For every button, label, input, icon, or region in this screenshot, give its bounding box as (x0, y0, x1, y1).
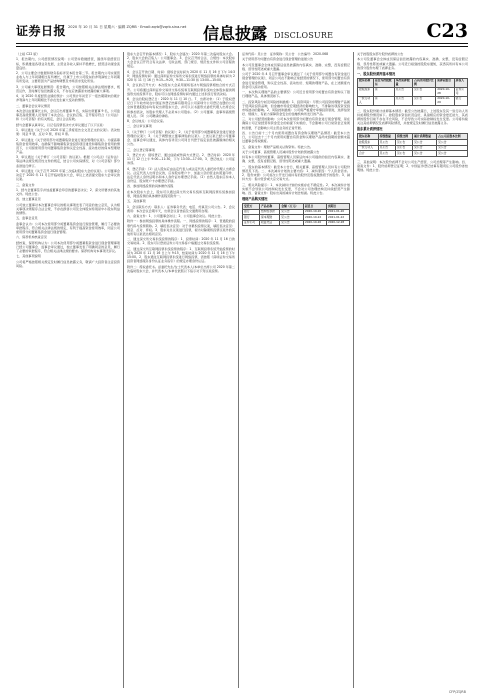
paragraph: 本公司及董事会全体成员保证信息披露的内容真实、准确、完整，没有虚假记载、误导性陈述或重大遗漏。公司近日接到控股股东通知，获悉其所持有本公司的部分股份办理了质押业务。 (357, 57, 468, 70)
table-cell: 见公告 (280, 215, 304, 221)
paragraph: 五、备查文件：理财产品相关认购资料。特此公告。 (242, 144, 314, 149)
table-cell: 见公告 (437, 145, 468, 151)
table-cell: 见公告 (378, 145, 395, 151)
table-header-cell: 本次质押数量 (394, 78, 412, 87)
table-cell: 见公告 (413, 140, 437, 146)
table-cell: 一致行动人 (358, 145, 379, 151)
table-header-cell: 产品名称 (259, 204, 279, 210)
masthead (0, 0, 484, 48)
paragraph: 4、审议通过《关于召开 2020 年第二次临时股东大会的议案》。公司董事会决定于 2020 年 11 月召开临时股东大会，审议上述需提交股东大会审议的议案。 (16, 168, 120, 182)
paragraph: 三、对公司经营的影响：公司本次使用部分闲置自有资金进行现金管理，是在确保公司正常经营和资金安全的前提下实施的，不会影响公司日常资金正常周转需要，不会影响公司主营业务的正常开展。 (242, 117, 350, 130)
table-cell: 见公告 (395, 140, 412, 146)
column-text (357, 109, 468, 126)
table-header-cell: 持股数量 (378, 134, 395, 140)
paragraph: 6、会议的股权登记日：2020 年 11 月 10 日。7、出席对象：（1）于股权登记日下午收市时在中国证券登记结算有限责任公司深圳分公司登记在册的公司全体普通股股东均有权出席股东大会，并可以以书面形式委托代理人出席会议和参加表决，该股东代理人不必是本公司股东。（2）公司董事、监事和高级管理人员。（3）公司聘请的律师。 (127, 97, 235, 118)
paragraph: 4、对 2020 年度经营业绩的预计：公司预计年初至下一报告期期末的累计净利润与上年同期相比不存在发生重大变动的情形。 (16, 94, 120, 103)
paragraph: 证券代码：见公告 证券简称：见公告 公告编号：2020-068 (242, 52, 329, 56)
paragraph: 2、审议通过《关于使用部分闲置募集资金进行现金管理的议案》。为提高募集资金使用效率，在确保不影响募集资金投资项目建设和募集资金使用的情况下，公司拟使用部分闲置募集资金购买安全性高、流动性好的保本型理财产品。 (16, 137, 120, 154)
paragraph: 1、经与会董事签字并加盖董事会印章的董事会决议；2、深交所要求的其他文件。特此公告。 (16, 187, 120, 197)
column-divider (123, 52, 124, 688)
table-caption: 理财产品购买情况 (242, 197, 268, 202)
paragraph: 经核查，保荐机构认为：公司本次使用部分闲置募集资金进行现金管理事项已经公司董事会、监事会审议通过，独立董事发表了明确同意的意见，履行了必要的审批程序，符合相关法律法规的要求。保荐机构对本事项无异议。 (16, 240, 120, 254)
paragraph: 1、审议通过《关于公司 2020 年第三季度报告全文及正文的议案》。表决结果：同意 9 票，反对 0 票，弃权 0 票。 (16, 128, 120, 137)
table-cell: 见公告 (395, 145, 412, 151)
paragraph: 在本次股东大会上，股东可以通过深交所交易系统和互联网投票系统参加投票，网络投票的具体操作流程见附件一。 (127, 189, 235, 198)
table-cell: 保本理财 (259, 215, 279, 221)
table-cell: 控股股东 (358, 87, 374, 96)
table-cell: 银行 (454, 96, 467, 105)
table-cell: 合计 (358, 151, 379, 157)
paragraph: 三、通过深交所互联网投票系统投票的程序：1、互联网投票系统开始投票的时间为 2020 年 11 月 16 日上午 9:15，结束时间为 2020 年 11 月 16 日下午 15:00。2、股东通过互联网投票系统进行网络投票，需按照《深圳证券交易所投资者网络服务身份认证业务指引》的规定办理身份认证。 (127, 246, 235, 264)
paragraph: 监事会认为：公司本次使用部分闲置募集资金进行现金管理，履行了必要的审批程序，符合相关法律法规的规定，有利于提高资金使用效率，同意公司使用部分闲置募集资金进行现金管理。 (16, 221, 120, 235)
paragraph: 3、公司重大事项进展情况：报告期内，公司按照相关法律法规的要求，规范运作，及时履行信息披露义务，不存在应披露而未披露的重大事项。 (16, 84, 120, 93)
column-4 (357, 52, 468, 688)
paragraph: 股东大会召开的基本情况：1、股东大会届次：2020 年第二次临时股东大会。2、股东大会的召集人：公司董事会。3、会议召开的合法、合规性：本次股东大会会议召开符合有关法律、行政法规、部门规章、规范性文件和公司章程的规定。 (127, 52, 235, 69)
paragraph: 持有本公司股份的董事、高级管理人员保证向本公司提供的信息内容真实、准确、完整，没有虚假记载、误导性陈述或重大遗漏。 (242, 155, 350, 164)
table-cell: 是 (373, 96, 394, 105)
column-divider (353, 52, 354, 688)
table-header-cell: 质权人 (454, 78, 467, 87)
table-header-row (358, 78, 468, 87)
paragraph: 七、其他事项说明 (16, 254, 41, 259)
paragraph: 1、会议联系方式：联系人：证券事务代表；电话、传真见公司公告。2、会议费用：本次会议会期半天，出席会议者食宿及交通费用自理。 (127, 204, 235, 213)
column-3 (242, 52, 350, 688)
paragraph: 关于使用部分闲置自有资金进行现金管理的进展公告 (242, 57, 314, 62)
paragraph: 公司将严格按照相关规定及时履行信息披露义务，敬请广大投资者注意投资风险。 (16, 259, 120, 268)
table-row (358, 151, 468, 157)
table-cell: 一致行动人 (358, 96, 374, 105)
table-header-cell: 受托方 (243, 204, 260, 210)
issue-info: 2020 年 10 月 31 日 星期六 · 编辑 ZQRB · Email:zqrb@zqrb.sina.net (68, 25, 187, 29)
column-2 (127, 52, 235, 688)
footer-mark: CFP/ZQRB (448, 690, 466, 694)
paragraph: 经与会董事认真审议，以记名投票表决方式审议通过了以下议案： (16, 122, 106, 127)
table-cell: 2020-10-20 (303, 209, 326, 215)
paragraph: 关于公司董事、高级管理人员减持股份计划的预披露公告 (242, 149, 320, 154)
paragraph: 关于控股股东部分股份质押的公告 (357, 52, 404, 56)
table-cell: 见公告 (412, 87, 435, 96)
paragraph: 本次会议由董事长主持，会议应出席董事 9 名，实际出席董事 9 名，公司监事及高级管理人员列席了本次会议。会议的召集、召开程序符合《公司法》和《公司章程》的有关规定，会议合法有效。 (16, 109, 120, 122)
paragraph: 本公司及董事会全体成员保证信息披露的内容真实、准确、完整，没有虚假记载、误导性陈述或重大遗漏。 (242, 62, 350, 71)
paragraph: 一、股东的基本情况：截至本公告日，相关董事、高级管理人员持有公司股份情况见下表。二、本次减持计划的主要内容：1、减持原因：个人资金需求。2、股份来源：公司首次公开发行前持有的股份及股权激励授予的股份。3、减持方式：集中竞价或大宗交易方式。 (242, 164, 350, 182)
table-cell: 见公告 (412, 96, 435, 105)
newspaper-logo: 证券日报 (16, 24, 67, 38)
table-cell: 见公告 (394, 87, 412, 96)
paragraph: 1、登记方式：现场登记、通过信函或传真方式登记。2、登记时间：2020 年 11 月 12 日上午 9:00—11:30，下午 13:30—17:00。3、登记地点：公司证券部。 (127, 152, 235, 166)
table-header-cell: 占其所持股份比例 (412, 78, 435, 87)
column-text (16, 52, 120, 268)
pledge-table (357, 78, 468, 106)
paragraph: 四、参加网络投票的具体操作流程 (127, 184, 174, 189)
table-cell: 银行 (243, 215, 260, 221)
paragraph: 4、会议召开的日期、时间：现场会议时间为 2020 年 11 月 16 日下午 14:30；网络投票时间：通过深圳证券交易所交易系统进行网络投票的具体时间为 2020 年 11 月 16 日 9:15—9:25，9:30—11:30 和 13:00—15:00。 (127, 69, 235, 83)
table-cell: 是 (373, 87, 394, 96)
table-wrap (242, 197, 350, 226)
table-cell: 见公告 (378, 151, 395, 157)
paragraph: 8、会议地点：公司会议室。 (127, 119, 167, 124)
paragraph: 4、登记手续：（1）法人股东应由法定代表人或法定代表人委托的代理人出席会议。法定代表人出席会议的，应持股东账户卡、加盖公章的营业执照复印件、法定代表人身份证明书和本人身份证办理登记手续。（2）自然人股东应持本人身份证、股东账户卡办理登记手续。 (127, 166, 235, 184)
table-cell: 见公告 (413, 151, 437, 157)
paragraph: 1、报告期内，公司经营情况说明：公司坚持稳健经营，围绕年度经营目标，积极推进各项业务发展，主营业务收入保持平稳增长，经营活动现金流量良好。 (16, 57, 120, 70)
table-header-cell: 金额（万元） (280, 204, 304, 210)
paragraph: 五、监事会意见 (16, 216, 38, 221)
paragraph: 三、其他说明：本次股份质押不会对公司生产经营、公司治理等产生影响。四、备查文件：1、股份质押登记证明；2、中国证券登记结算有限责任公司股份冻结明细。特此公告。 (357, 159, 468, 173)
cumulative-pledge-table (357, 133, 468, 156)
header-rule-thin (16, 46, 468, 47)
paragraph: 三、相关风险提示：1、本次减持计划的实施存在不确定性。2、本次减持计划实施不会导致公司控制权发生变更，不会对公司治理结构及持续经营产生影响。四、备查文件：股东出具的减持计划告知函。特此公告。 (242, 182, 350, 195)
table-caption: 一、股东股份质押基本情况 (357, 71, 396, 76)
table-cell: 见公告 (437, 140, 468, 146)
column-text (357, 160, 468, 172)
table-cell: 2020-10-29 (436, 96, 454, 105)
paragraph: 二、通过深交所交易系统投票的程序：1、投票时间：2020 年 11 月 16 日的交易时间。2、股东可以登录证券公司交易客户端通过交易系统投票。 (127, 237, 235, 246)
table-cell: 2021-01-20 (326, 209, 349, 215)
table-cell: 2020-10-28 (436, 87, 454, 96)
table-header-cell: 股东名称 (358, 78, 374, 87)
paragraph: 六、保荐机构核查意见 (16, 235, 47, 240)
table-cell: 见公告 (378, 140, 395, 146)
paragraph: 5、会议的召开方式：本次股东大会采用现场表决与网络投票相结合的方式召开。公司将通过深圳证券交易所交易系统和互联网投票系统向全体股东提供网络形式的投票平台，股东可以在网络投票时间内通过上述系统行使表决权。 (127, 83, 235, 96)
table-cell: 结构性存款 (259, 209, 279, 215)
table-cell: 见公告 (437, 151, 468, 157)
paragraph: 公司独立董事对本次董事会审议的相关事项发表了同意的独立意见，认为相关事项决策程序合法合规，不存在损害公司及全体股东特别是中小股东利益的情形。 (16, 202, 120, 216)
paragraph: 一、本次购买理财产品的主要情况：公司近日使用部分闲置自有资金购买了银行理财产品，具体情况如下。 (242, 90, 350, 99)
paragraph: 3、审议通过《关于修订〈公司章程〉的议案》。根据《公司法》《证券法》等法律法规及规范性文件的规定，结合公司实际情况，对《公司章程》部分条款进行修订。 (16, 155, 120, 168)
paragraph: 三、会议登记等事项 (127, 147, 155, 152)
table-header-cell: 累计质押数量 (413, 134, 437, 140)
section-title: 信息披露 (203, 24, 268, 43)
table-header-cell: 股东名称 (358, 134, 379, 140)
table-cell: 见公告 (394, 96, 412, 105)
paragraph: 六、备查文件：1、公司董事会决议；2、公司监事会决议。特此公告。 (127, 214, 224, 219)
paragraph: 二、股东股份累计质押基本情况：截至公告披露日，上述股东及其一致行动人所持质押股份情况如下。控股股东资信状况良好，具备相应的资金偿还能力，其质押的股份目前不存在平仓风险，不会导致公司实际控制权发生变更。公司将持续关注其质押情况及质押风险情况，并按规定及时履行信息披露义务。 (357, 108, 468, 126)
wealth-product-table (242, 203, 350, 226)
table-cell: 2020-10-26 (303, 220, 326, 226)
table-cell: 证券公司 (243, 220, 260, 226)
column-text (127, 52, 235, 273)
table-header-cell: 占公司总股本比例 (437, 134, 468, 140)
table-header-cell: 质押起始日 (436, 78, 454, 87)
table-cell: 见公告 (413, 145, 437, 151)
page-number: C23 (426, 20, 468, 42)
paragraph: 附件二：授权委托书。兹委托先生/女士代表本人/本单位出席公司 2020 年第二次临时股东大会，并代表本人/本单位依照以下指示对下列议案投票。 (127, 264, 235, 273)
table-cell: 2020-10-22 (303, 215, 326, 221)
column-1 (16, 52, 120, 688)
paragraph: 四、独立董事意见 (16, 197, 41, 202)
paragraph: 1、《关于修订〈公司章程〉的议案》；2、《关于使用部分闲置募集资金进行现金管理的议案》；3、《关于调整独立董事津贴的议案》。上述议案已经公司董事会、监事会审议通过，具体内容详见公司同日刊登于指定信息披露媒体的相关公告。 (127, 129, 235, 147)
paragraph: 二、会议审议事项 (127, 124, 152, 129)
header-rule (16, 43, 468, 44)
paragraph: 五、其他事项 (127, 199, 146, 204)
section-subtitle: DISCLOSURE (274, 31, 334, 40)
table-cell: 2020-12-28 (326, 220, 349, 226)
table-cell: 收益凭证 (259, 220, 279, 226)
column-text (357, 52, 468, 70)
paragraph: 附件一：参加网络投票的具体操作流程。一、网络投票的程序：1、普通股的投票代码与投票简称。2、填报表决意见：对于非累积投票议案，填报表决意见：同意、反对、弃权。3、股东对总议案进行投票，视为对除累积投票议案外的其他所有议案表达相同意见。 (127, 219, 235, 236)
table-cell: 银行 (243, 209, 260, 215)
paragraph: （上接 C22 版） (16, 52, 40, 56)
table-header-cell: 到期日 (326, 204, 349, 210)
paragraph: 二、董事会会议审议情况 (16, 103, 51, 108)
paragraph: 四、公告日前十二个月内使用闲置自有资金购买理财产品情况：截至本公告日，公司过去十二个月内使用闲置自有资金购买理财产品尚未到期的金额未超过董事会授权额度。 (242, 130, 350, 144)
column-text (242, 52, 350, 195)
table-header-cell: 持股比例 (395, 134, 412, 140)
column-divider (238, 52, 239, 688)
table-caption: 股东累计质押情况 (357, 127, 383, 132)
table-cell: 见公告 (280, 220, 304, 226)
table-row (243, 220, 350, 226)
paragraph: 2、公司主要会计数据和财务指标详见本报告第二节。报告期内公司实现营业收入与上年同期相比有所增长，归属于上市公司股东的净利润较上年同期有所变动，主要原因为产品结构调整及市场需求变化所致。 (16, 71, 120, 84)
paragraph: 二、投资风险分析及风险控制措施：1、投资风险：尽管公司投资的理财产品属于低风险投资品种，但金融市场受宏观经济的影响较大，不排除该项投资受到市场波动的影响。2、风险控制措施：公司将严格遵守审慎投资原则，选择信誉好、规模大、有能力保障资金安全的金融机构所发行的产品。 (242, 99, 350, 116)
paragraph: 公司于 2020 年 4 月召开董事会审议通过了《关于使用部分闲置自有资金进行现金管理的议案》，同意公司在不影响正常经营的情况下，使用部分闲置自有资金进行现金管理，购买安全性高、流动性好、短期的理财产品，在上述额度内资金可以滚动使用。 (242, 72, 350, 89)
table-cell: 2021-01-22 (326, 215, 349, 221)
table-cell: 证券公司 (454, 87, 467, 96)
table-cell: 见公告 (395, 151, 412, 157)
table-header-cell: 起息日 (303, 204, 326, 210)
paragraph: 三、备查文件 (16, 182, 35, 187)
table-cell: 控股股东 (358, 140, 379, 146)
table-row (358, 87, 468, 96)
table-cell: 见公告 (280, 209, 304, 215)
table-row (358, 96, 468, 105)
table-header-cell: 是否为控股股东 (373, 78, 394, 87)
